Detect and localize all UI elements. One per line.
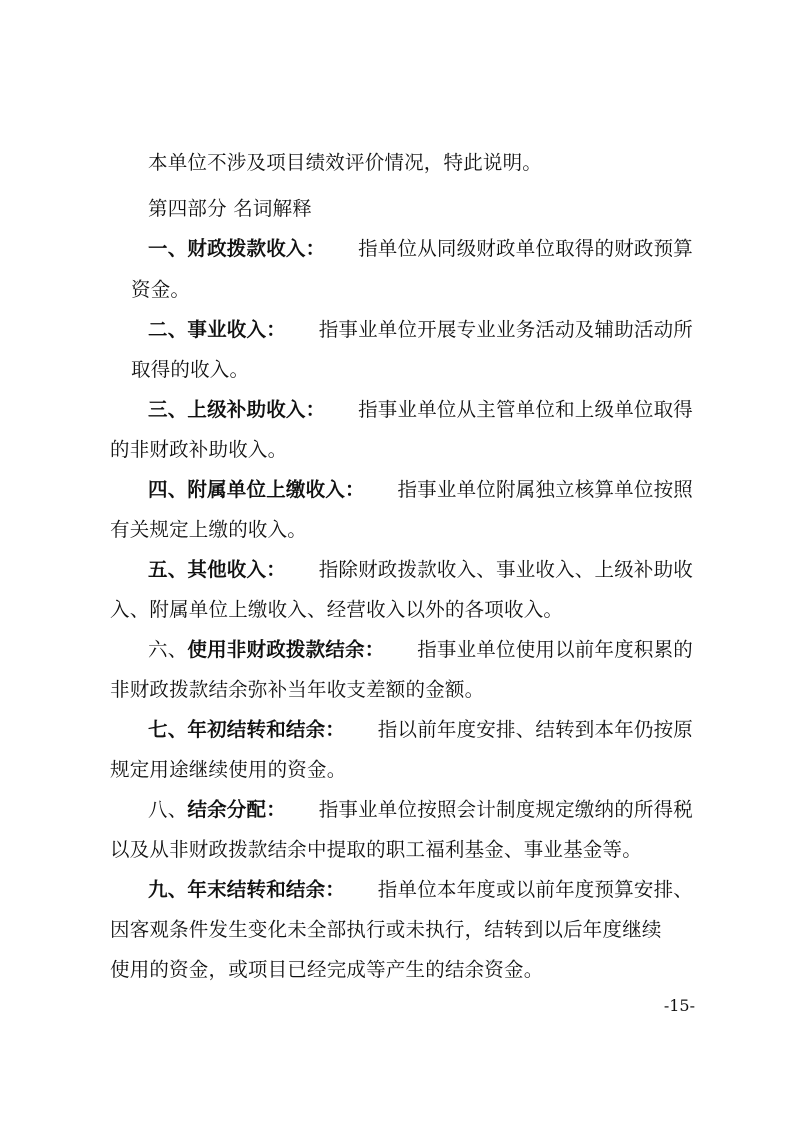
definition-6-line-1 bbox=[148, 638, 693, 662]
definition-4-term: 四、附属单位上缴收入： bbox=[148, 478, 365, 501]
definition-2-text: 指事业单位开展专业业务活动及辅助活动所 bbox=[318, 318, 693, 341]
definition-9-text: 指单位本年度或以前年度预算安排、 bbox=[377, 878, 693, 901]
definition-4-line-2: 有关规定上缴的收入。 bbox=[110, 518, 308, 541]
definition-3-text: 指事业单位从主管单位和上级单位取得 bbox=[358, 398, 693, 421]
definition-3-line-2: 的非财政补助收入。 bbox=[110, 438, 288, 461]
definition-2-line-2: 取得的收入。 bbox=[131, 358, 250, 381]
definition-6-prefix: 六、 bbox=[148, 638, 188, 661]
definition-8-line-2 bbox=[110, 838, 693, 862]
definition-9-line-2 bbox=[110, 918, 693, 942]
section-title: 第四部分 名词解释 bbox=[148, 197, 312, 220]
definition-9-line-1 bbox=[148, 878, 693, 902]
definition-1-line-1 bbox=[148, 237, 693, 261]
definition-5-line-2: 入、附属单位上缴收入、经营收入以外的各项收入。 bbox=[110, 598, 564, 621]
page-number: -15- bbox=[663, 996, 695, 1015]
definition-8-text-2: 以及从非财政拨款结余中提取的职工福利基金、事业基金等。 bbox=[110, 838, 642, 861]
definition-9-term: 九、年末结转和结余： bbox=[148, 878, 346, 901]
definition-6-term: 使用非财政拨款结余： bbox=[187, 638, 385, 661]
definition-4-text: 指事业单位附属独立核算单位按照 bbox=[397, 478, 693, 501]
definition-7-term: 七、年初结转和结余： bbox=[148, 718, 346, 741]
definition-2-term: 二、事业收入： bbox=[148, 318, 286, 341]
definition-3-term: 三、上级补助收入： bbox=[148, 398, 326, 421]
definition-6-line-2: 非财政拨款结余弥补当年收支差额的金额。 bbox=[110, 678, 485, 701]
definition-8-text: 指事业单位按照会计制度规定缴纳的所得税 bbox=[318, 798, 693, 821]
definition-8-prefix: 八、 bbox=[148, 798, 188, 821]
definition-8-line-1 bbox=[148, 798, 693, 822]
intro-paragraph: 本单位不涉及项目绩效评价情况，特此说明。 bbox=[148, 151, 543, 174]
definition-5-term: 五、其他收入： bbox=[148, 558, 286, 581]
definition-3-line-1 bbox=[148, 398, 693, 422]
definition-7-line-1 bbox=[148, 718, 693, 742]
definition-5-line-1 bbox=[148, 558, 693, 582]
definition-8-term: 结余分配： bbox=[187, 798, 286, 821]
definition-4-line-1 bbox=[148, 478, 693, 502]
definition-1-text: 指单位从同级财政单位取得的财政预算 bbox=[358, 237, 693, 260]
definition-5-text: 指除财政拨款收入、事业收入、上级补助收 bbox=[318, 558, 693, 581]
definition-9-line-3: 使用的资金，或项目已经完成等产生的结余资金。 bbox=[110, 958, 544, 981]
definition-7-line-2: 规定用途继续使用的资金。 bbox=[110, 758, 347, 781]
definition-6-text: 指事业单位使用以前年度积累的 bbox=[417, 638, 693, 661]
definition-1-line-2: 资金。 bbox=[131, 278, 191, 301]
definition-9-text-2: 因客观条件发生变化未全部执行或未执行，结转到以后年度继续 bbox=[110, 918, 662, 941]
definition-7-text: 指以前年度安排、结转到本年仍按原 bbox=[377, 718, 693, 741]
definition-2-line-1 bbox=[148, 318, 693, 342]
definition-1-term: 一、财政拨款收入： bbox=[148, 237, 326, 260]
